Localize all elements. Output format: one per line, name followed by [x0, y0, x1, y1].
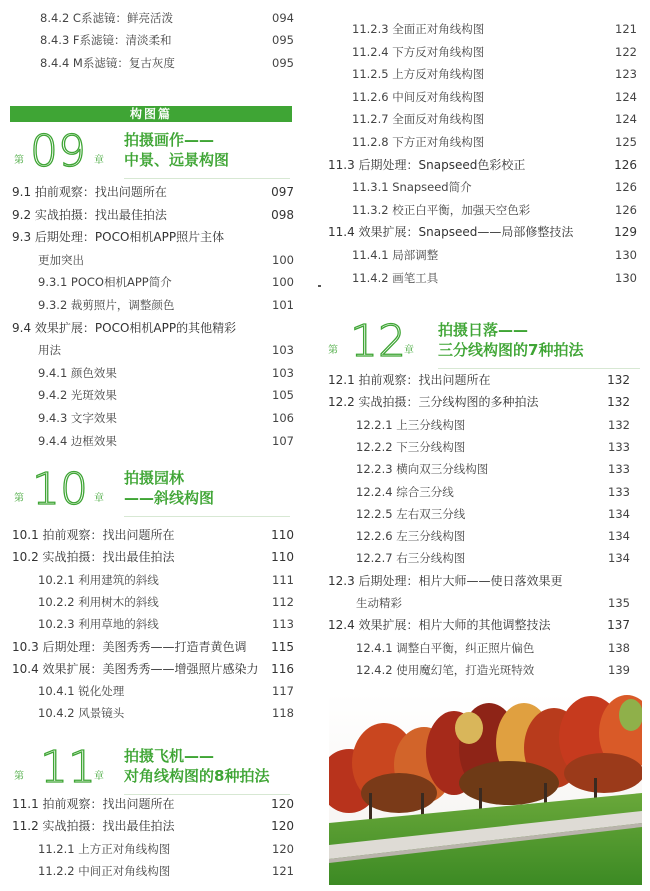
toc-entry	[328, 570, 630, 592]
toc-entry-page: 126	[615, 180, 637, 195]
toc-entry-page: 124	[615, 89, 637, 104]
toc-entry-page: 134	[608, 506, 630, 521]
chapter-suffix: 章	[94, 493, 104, 504]
toc-entry-page: 135	[608, 596, 630, 610]
toc-entry	[12, 815, 294, 837]
toc-entry-page: 126	[614, 157, 637, 172]
toc-entry	[40, 7, 294, 29]
toc-entry-title: 11.2.4 下方反对角线构图	[352, 44, 485, 59]
toc-entry-title: 11.2.6 中间反对角线构图	[352, 89, 485, 104]
toc-entry	[356, 503, 630, 525]
chapter-suffix: 章	[94, 771, 104, 782]
toc-entry-title: 9.4.4 边框效果	[38, 433, 117, 448]
toc-entry-page: 106	[272, 411, 294, 425]
toc-entry	[352, 86, 637, 108]
toc-entry	[38, 294, 294, 316]
toc-entry	[38, 591, 294, 613]
toc-entry-title: 8.4.3 F系滤镜：清淡柔和	[40, 33, 172, 48]
toc-entry-title: 12.2.5 左右双三分线	[356, 506, 466, 521]
chapter-number: 11	[40, 742, 96, 793]
chapter-divider	[124, 178, 290, 179]
toc-entry-page: 101	[272, 298, 294, 312]
toc-entry-title: 10.4.1 锐化处理	[38, 684, 125, 699]
toc-entry-page: 130	[615, 248, 637, 262]
toc-entry-page: 133	[608, 484, 630, 499]
toc-entry	[38, 249, 294, 271]
toc-entry-title: 11.2 实战拍摄：找出最佳拍法	[12, 819, 175, 834]
toc-entry-title: 9.3 后期处理：POCO相机APP照片主体	[12, 230, 225, 245]
toc-entry-page: 116	[271, 661, 294, 676]
toc-entry-page: 113	[272, 617, 294, 632]
toc-entry	[356, 525, 630, 547]
toc-entry-title: 11.4 效果扩展：Snapseed——局部修整技法	[328, 225, 574, 240]
chapter-prefix: 第	[14, 771, 24, 782]
toc-entry	[352, 41, 637, 63]
toc-entry	[356, 592, 630, 614]
toc-entry-page: 133	[608, 462, 630, 477]
toc-entry-page: 120	[271, 797, 294, 811]
chapter-suffix: 章	[404, 345, 414, 356]
toc-entry	[12, 181, 294, 203]
toc-entry-title: 11.2.5 上方反对角线构图	[352, 67, 485, 82]
toc-entry-page: 120	[272, 841, 294, 856]
toc-entry-page: 100	[272, 275, 294, 290]
toc-entry-title: 12.4.2 使用魔幻笔，打造光斑特效	[356, 662, 535, 677]
toc-entry	[356, 436, 630, 458]
toc-entry-title: 11.2.1 上方正对角线构图	[38, 841, 171, 856]
toc-entry-title: 更加突出	[38, 252, 84, 267]
toc-entry	[352, 131, 637, 153]
toc-entry	[12, 204, 294, 226]
toc-entry-title: 12.4 效果扩展：相片大师的其他调整技法	[328, 618, 551, 633]
toc-entry	[12, 636, 294, 658]
toc-entry-page: 095	[272, 33, 294, 48]
toc-entry	[38, 407, 294, 429]
toc-entry	[352, 108, 637, 130]
toc-entry	[356, 458, 630, 480]
toc-entry-title: 用法	[38, 343, 61, 358]
toc-entry	[40, 52, 294, 74]
toc-entry-title: 9.3.1 POCO相机APP简介	[38, 275, 172, 290]
toc-entry	[12, 226, 294, 248]
toc-entry-page: 095	[272, 55, 294, 70]
toc-entry-page: 117	[272, 684, 294, 699]
toc-entry-title: 12.3 后期处理：相片大师——使日落效果更	[328, 573, 563, 588]
toc-entry-page: 139	[608, 662, 630, 677]
toc-entry	[352, 63, 637, 85]
toc-entry-title: 10.3 后期处理：美图秀秀——打造青黄色调	[12, 639, 247, 654]
toc-entry	[356, 481, 630, 503]
toc-entry-title: 12.2.6 左三分线构图	[356, 529, 466, 544]
toc-entry-page: 110	[271, 550, 294, 565]
toc-entry	[328, 391, 630, 413]
toc-entry-page: 122	[615, 44, 637, 59]
chapter-heading	[320, 316, 650, 376]
toc-entry-page: 118	[272, 706, 294, 721]
toc-entry	[38, 271, 294, 293]
chapter-title-line2: 三分线构图的7种拍法	[438, 341, 584, 359]
toc-entry-page: 105	[272, 388, 294, 403]
toc-entry-title: 12.2.4 综合三分线	[356, 484, 454, 499]
chapter-title-line1: 拍摄飞机——	[124, 747, 215, 765]
toc-entry-page: 134	[608, 551, 630, 566]
section-title: 构图篇	[129, 107, 172, 121]
toc-entry-title: 11.3.2 校正白平衡，加强天空色彩	[352, 202, 531, 217]
toc-entry-title: 10.2.3 利用草地的斜线	[38, 617, 159, 632]
toc-entry-page: 132	[607, 395, 630, 410]
toc-entry-page: 100	[272, 252, 294, 267]
toc-entry-page: 137	[607, 618, 630, 633]
toc-entry-page: 125	[615, 135, 637, 149]
toc-entry-title: 9.1 拍前观察：找出问题所在	[12, 185, 167, 199]
toc-entry	[38, 613, 294, 635]
toc-entry-title: 11.1 拍前观察：找出问题所在	[12, 797, 175, 811]
toc-entry	[352, 244, 637, 266]
chapter-title-line2: ——斜线构图	[124, 489, 215, 507]
chapter-suffix: 章	[94, 155, 104, 166]
toc-entry-page: 134	[608, 529, 630, 544]
chapter-title-line2: 中景、远景构图	[124, 151, 230, 169]
toc-entry-page: 111	[272, 572, 294, 587]
toc-entry-title: 12.2.2 下三分线构图	[356, 439, 466, 454]
toc-entry-title: 12.2.1 上三分线构图	[356, 417, 466, 432]
toc-entry	[352, 267, 637, 289]
toc-entry	[352, 18, 637, 40]
toc-entry	[356, 659, 630, 681]
chapter-prefix: 第	[14, 493, 24, 504]
toc-entry-page: 110	[271, 528, 294, 542]
toc-entry	[352, 199, 637, 221]
toc-entry-title: 9.3.2 裁剪照片，调整颜色	[38, 298, 175, 312]
chapter-title-line1: 拍摄日落——	[438, 321, 529, 339]
toc-entry	[38, 339, 294, 361]
chapter-title-line1: 拍摄画作——	[124, 131, 215, 149]
toc-entry-title: 12.2 实战拍摄：三分线构图的多种拍法	[328, 395, 539, 410]
toc-entry-title: 10.4 效果扩展：美图秀秀——增强照片感染力	[12, 661, 259, 676]
toc-entry-title: 9.4.3 文字效果	[38, 411, 117, 425]
toc-entry-title: 11.4.2 画笔工具	[352, 270, 439, 285]
toc-entry	[38, 680, 294, 702]
toc-entry-title: 8.4.2 C系滤镜：鲜亮活泼	[40, 11, 173, 25]
toc-entry	[12, 546, 294, 568]
toc-entry-title: 11.4.1 局部调整	[352, 248, 439, 262]
toc-entry	[38, 702, 294, 724]
chapter-number: 09	[30, 126, 86, 177]
toc-entry-title: 10.2 实战拍摄：找出最佳拍法	[12, 550, 175, 565]
toc-entry-title: 12.2.3 横向双三分线构图	[356, 462, 489, 477]
toc-entry	[352, 176, 637, 198]
toc-entry	[328, 369, 630, 391]
chapter-heading	[0, 126, 300, 186]
toc-entry	[328, 614, 630, 636]
toc-entry-title: 11.3.1 Snapseed简介	[352, 180, 472, 195]
toc-entry	[12, 317, 294, 339]
stray-mark	[318, 285, 321, 287]
autumn-trees-illustration	[329, 693, 642, 885]
toc-entry-title: 9.4.2 光斑效果	[38, 388, 117, 403]
toc-entry	[38, 838, 294, 860]
toc-entry	[356, 547, 630, 569]
toc-entry-page: 132	[608, 417, 630, 432]
toc-entry-page: 115	[271, 639, 294, 654]
toc-entry-page: 123	[615, 67, 637, 82]
toc-entry-title: 12.1 拍前观察：找出问题所在	[328, 373, 491, 387]
toc-entry-page: 126	[615, 202, 637, 217]
toc-entry-title: 11.2.2 中间正对角线构图	[38, 863, 171, 878]
chapter-heading	[0, 464, 300, 524]
toc-entry	[356, 414, 630, 436]
toc-entry	[328, 154, 637, 176]
toc-entry-page: 098	[271, 207, 294, 222]
chapter-number: 12	[350, 316, 406, 367]
toc-entry-page: 129	[614, 225, 637, 240]
toc-entry-page: 112	[272, 594, 294, 609]
toc-entry-page: 138	[608, 640, 630, 655]
toc-entry-page: 124	[615, 112, 637, 127]
toc-entry-title: 11.2.8 下方正对角线构图	[352, 135, 485, 149]
toc-entry	[38, 362, 294, 384]
toc-entry-page: 133	[608, 439, 630, 454]
toc-entry-title: 11.2.3 全面正对角线构图	[352, 22, 485, 36]
toc-entry-title: 12.2.7 右三分线构图	[356, 551, 466, 566]
chapter-title-line2: 对角线构图的8种拍法	[124, 767, 270, 785]
chapter-number: 10	[32, 464, 88, 515]
chapter-divider	[124, 516, 290, 517]
toc-entry-page: 132	[607, 373, 630, 387]
toc-entry	[38, 860, 294, 882]
toc-entry-page: 097	[271, 185, 294, 199]
toc-entry-title: 9.4.1 颜色效果	[38, 365, 117, 380]
toc-entry-page: 120	[271, 819, 294, 834]
toc-entry-page: 103	[272, 343, 294, 358]
toc-entry-page: 107	[272, 433, 294, 448]
toc-entry	[38, 569, 294, 591]
toc-entry-title: 11.3 后期处理：Snapseed色彩校正	[328, 157, 526, 172]
toc-entry-title: 10.2.2 利用树木的斜线	[38, 594, 159, 609]
toc-entry-title: 12.4.1 调整白平衡，纠正照片偏色	[356, 640, 535, 655]
toc-entry	[12, 658, 294, 680]
chapter-prefix: 第	[328, 345, 338, 356]
toc-entry-title: 生动精彩	[356, 596, 402, 610]
toc-entry	[12, 524, 294, 546]
toc-entry	[356, 637, 630, 659]
chapter-prefix: 第	[14, 155, 24, 166]
toc-entry-title: 8.4.4 M系滤镜：复古灰度	[40, 55, 175, 70]
toc-entry	[38, 384, 294, 406]
toc-entry-title: 10.1 拍前观察：找出问题所在	[12, 528, 175, 542]
toc-entry-title: 10.4.2 风景镜头	[38, 706, 125, 721]
toc-entry-page: 121	[272, 863, 294, 878]
autumn-trees-photo	[329, 693, 642, 885]
chapter-title-line1: 拍摄园林	[124, 469, 185, 487]
toc-entry-title: 10.2.1 利用建筑的斜线	[38, 572, 159, 587]
toc-entry-page: 094	[272, 11, 294, 25]
toc-entry-page: 121	[615, 22, 637, 36]
toc-entry	[12, 793, 294, 815]
toc-entry-page: 103	[272, 365, 294, 380]
toc-entry-page: 130	[615, 270, 637, 285]
toc-entry-title: 9.4 效果扩展：POCO相机APP的其他精彩	[12, 320, 237, 335]
toc-entry	[38, 430, 294, 452]
toc-entry-title: 9.2 实战拍摄：找出最佳拍法	[12, 207, 167, 222]
section-title-bar	[10, 106, 292, 122]
toc-entry-title: 11.2.7 全面反对角线构图	[352, 112, 485, 127]
toc-entry	[328, 221, 637, 243]
toc-entry	[40, 29, 294, 51]
